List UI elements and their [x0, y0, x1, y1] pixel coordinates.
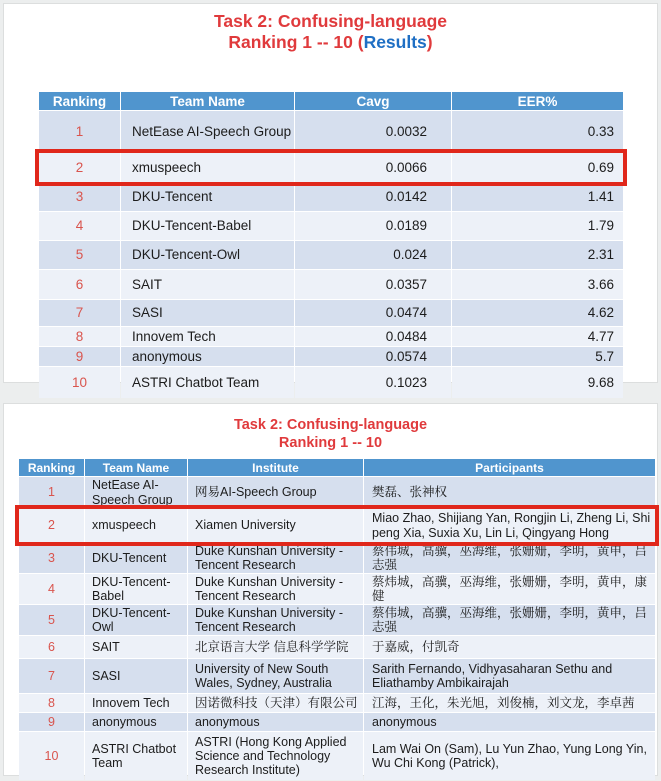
ranking-cell: 4 [19, 574, 84, 604]
participants-cell: Lam Wai On (Sam), Lu Yun Zhao, Yung Long Yin, Wu Chi Kong (Patrick), [364, 732, 655, 780]
team-cell: DKU-Tencent-Babel [85, 574, 187, 604]
institute-cell: University of New South Wales, Sydney, Australia [188, 659, 363, 693]
column-header: Ranking [39, 92, 120, 110]
title-ranking-close-paren: ) [426, 32, 433, 52]
eer-cell: 2.31 [452, 241, 623, 269]
ranking-cell: 1 [19, 477, 84, 508]
team-cell: DKU-Tencent-Owl [121, 241, 294, 269]
ranking-cell: 2 [19, 509, 84, 542]
team-cell: NetEase AI-Speech Group [85, 477, 187, 508]
institute-cell: 网易AI-Speech Group [188, 477, 363, 508]
ranking-cell: 6 [39, 270, 120, 299]
slide-2-title-line-2: Ranking 1 -- 10 [278, 435, 383, 451]
table-row [19, 636, 655, 658]
team-cell: DKU-Tencent-Owl [85, 605, 187, 635]
table-row [19, 659, 655, 693]
eer-cell: 1.79 [452, 212, 623, 240]
column-header: Team Name [121, 92, 294, 110]
table-row [39, 367, 623, 398]
table-row [39, 270, 623, 299]
table-row [39, 111, 623, 152]
institute-cell: ASTRI (Hong Kong Applied Science and Technology Research Institute) [188, 732, 363, 780]
header-row [19, 459, 655, 476]
team-cell: ASTRI Chatbot Team [121, 367, 294, 398]
participants-table-body [19, 477, 655, 780]
ranking-cell: 9 [19, 713, 84, 731]
results-table-body [39, 111, 623, 398]
ranking-cell: 4 [39, 212, 120, 240]
slide-1-title [4, 11, 657, 53]
team-cell: SAIT [121, 270, 294, 299]
institute-cell: Duke Kunshan University - Tencent Research [188, 543, 363, 573]
participants-table [18, 458, 656, 781]
eer-cell: 9.68 [452, 367, 623, 398]
header-row [39, 92, 623, 110]
ranking-cell: 10 [39, 367, 120, 398]
ranking-cell: 10 [19, 732, 84, 780]
table-row [19, 694, 655, 712]
table-row [19, 477, 655, 508]
institute-cell: Duke Kunshan University - Tencent Research [188, 574, 363, 604]
team-cell: SASI [85, 659, 187, 693]
ranking-cell: 8 [39, 327, 120, 346]
column-header: Ranking [19, 459, 84, 476]
institute-cell: Duke Kunshan University - Tencent Research [188, 605, 363, 635]
eer-cell: 4.62 [452, 300, 623, 326]
slide-1-title-line-2 [4, 32, 657, 53]
cavg-cell: 0.0066 [295, 153, 451, 182]
ranking-cell: 2 [39, 153, 120, 182]
table-row [19, 732, 655, 780]
table-row [19, 713, 655, 731]
team-cell: xmuspeech [85, 509, 187, 542]
column-header: Team Name [85, 459, 187, 476]
participants-cell: 蔡伟城，高骥，巫海维，张姗姗，李明，黄申，吕志强 [364, 605, 655, 635]
results-table-header [39, 92, 623, 110]
highlighted-table-row [39, 153, 623, 182]
eer-cell: 5.7 [452, 347, 623, 366]
participants-cell: 蔡炜城，高骥，巫海维，张姗姗，李明，黄申，康健 [364, 574, 655, 604]
cavg-cell: 0.0142 [295, 183, 451, 211]
ranking-cell: 9 [39, 347, 120, 366]
ranking-cell: 8 [19, 694, 84, 712]
ranking-cell: 1 [39, 111, 120, 152]
column-header: Cavg [295, 92, 451, 110]
results-link[interactable]: Results [363, 32, 427, 52]
team-cell: DKU-Tencent [85, 543, 187, 573]
institute-cell: anonymous [188, 713, 363, 731]
table-row [39, 183, 623, 211]
participants-cell: 于嘉威，付凯奇 [364, 636, 655, 658]
cavg-cell: 0.0574 [295, 347, 451, 366]
results-table [38, 91, 624, 399]
team-cell: DKU-Tencent [121, 183, 294, 211]
ranking-cell: 5 [19, 605, 84, 635]
table-row [19, 605, 655, 635]
team-cell: SASI [121, 300, 294, 326]
table-row [39, 212, 623, 240]
eer-cell: 0.33 [452, 111, 623, 152]
team-cell: ASTRI Chatbot Team [85, 732, 187, 780]
participants-cell: 樊磊、张神权 [364, 477, 655, 508]
ranking-cell: 3 [39, 183, 120, 211]
table-row [19, 574, 655, 604]
team-cell: NetEase AI-Speech Group [121, 111, 294, 152]
eer-cell: 3.66 [452, 270, 623, 299]
column-header: Institute [188, 459, 363, 476]
team-cell: Innovem Tech [85, 694, 187, 712]
slide-2 [3, 403, 658, 776]
table-row [39, 347, 623, 366]
participants-cell: anonymous [364, 713, 655, 731]
table-row [19, 543, 655, 573]
eer-cell: 0.69 [452, 153, 623, 182]
cavg-cell: 0.0357 [295, 270, 451, 299]
participants-cell: Sarith Fernando, Vidhyasaharan Sethu and Eliathamby Ambikairajah [364, 659, 655, 693]
ranking-cell: 6 [19, 636, 84, 658]
team-cell: xmuspeech [121, 153, 294, 182]
participants-cell: 蔡伟城，高骥，巫海维，张姗姗，李明，黄申，吕志强 [364, 543, 655, 573]
slide-1 [3, 3, 658, 390]
slide-2-title-line-1: Task 2: Confusing-language [233, 417, 428, 433]
title-ranking-text: Ranking 1 -- 10 ( [228, 32, 364, 52]
participants-table-header [19, 459, 655, 476]
team-cell: Innovem Tech [121, 327, 294, 346]
institute-cell: Xiamen University [188, 509, 363, 542]
cavg-cell: 0.0474 [295, 300, 451, 326]
institute-cell: 北京语言大学 信息科学学院 [188, 636, 363, 658]
team-cell: SAIT [85, 636, 187, 658]
eer-cell: 4.77 [452, 327, 623, 346]
slide-1-title-line-1: Task 2: Confusing-language [213, 11, 448, 31]
participants-cell: 江海，王化，朱光旭，刘俊楠，刘文龙，李卓茜 [364, 694, 655, 712]
ranking-cell: 5 [39, 241, 120, 269]
table-row [39, 241, 623, 269]
ranking-cell: 3 [19, 543, 84, 573]
team-cell: anonymous [85, 713, 187, 731]
team-cell: anonymous [121, 347, 294, 366]
participants-cell: Miao Zhao, Shijiang Yan, Rongjin Li, Zheng Li, Shipeng Xia, Suxia Xu, Lin Li, Qingyang Hong [364, 509, 655, 542]
cavg-cell: 0.0484 [295, 327, 451, 346]
slide-2-title [4, 416, 657, 452]
ranking-cell: 7 [19, 659, 84, 693]
team-cell: DKU-Tencent-Babel [121, 212, 294, 240]
cavg-cell: 0.1023 [295, 367, 451, 398]
column-header: Participants [364, 459, 655, 476]
cavg-cell: 0.0032 [295, 111, 451, 152]
institute-cell: 因诺微科技（天津）有限公司 [188, 694, 363, 712]
column-header: EER% [452, 92, 623, 110]
highlighted-table-row [19, 509, 655, 542]
cavg-cell: 0.0189 [295, 212, 451, 240]
ranking-cell: 7 [39, 300, 120, 326]
cavg-cell: 0.024 [295, 241, 451, 269]
table-row [39, 300, 623, 326]
eer-cell: 1.41 [452, 183, 623, 211]
table-row [39, 327, 623, 346]
